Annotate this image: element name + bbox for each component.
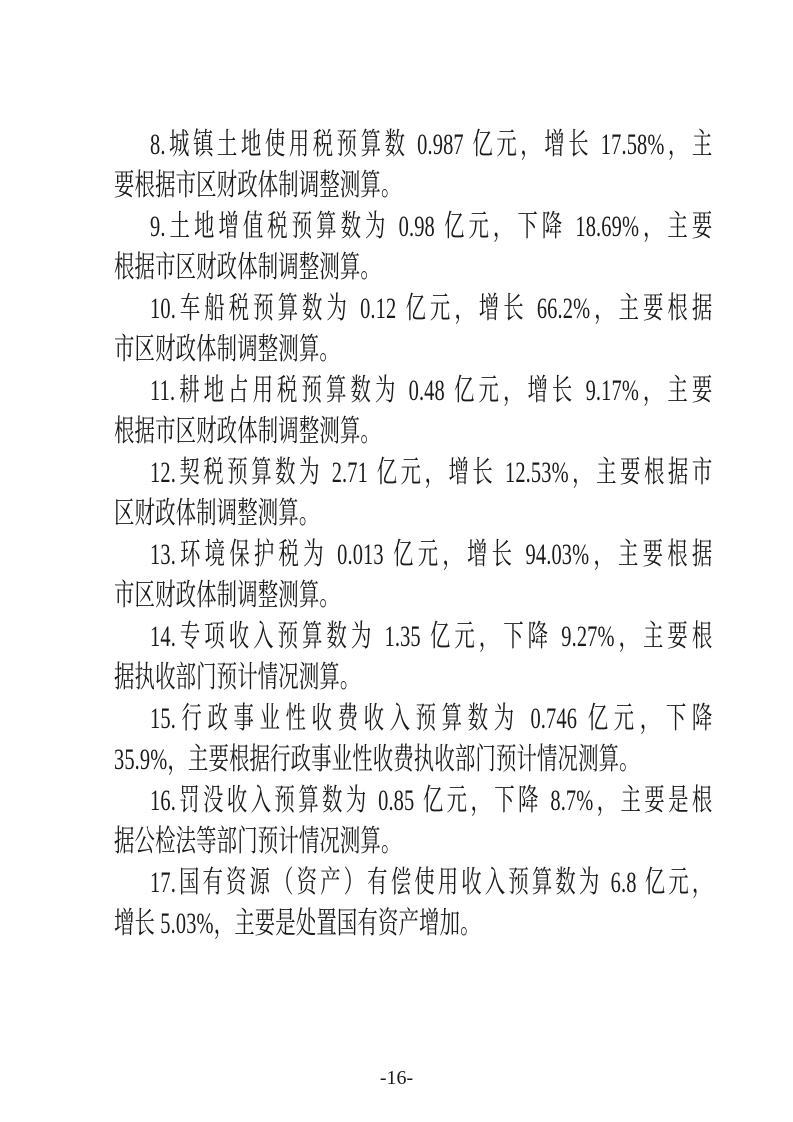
text-line: 10.车船税预算数为 0.12 亿元，增长 66.2%，主要根据 — [150, 292, 713, 325]
text-line: 根据市区财政体制调整测算。 — [114, 415, 381, 448]
text-line: 据执收部门预计情况测算。 — [114, 661, 361, 694]
text-line: 16.罚没收入预算数为 0.85 亿元，下降 8.7%，主要是根 — [150, 784, 713, 817]
text-line: 12.契税预算数为 2.71 亿元，增长 12.53%，主要根据市 — [150, 456, 713, 489]
budget-item-paragraph — [114, 534, 712, 616]
text-line: 市区财政体制调整测算。 — [114, 333, 340, 366]
text-line: 8.城镇土地使用税预算数 0.987 亿元，增长 17.58%，主 — [150, 128, 713, 161]
text-line: 15.行政事业性收费收入预算数为 0.746 亿元，下降 — [150, 702, 713, 735]
text-line: 增长 5.03%，主要是处置国有资产增加。 — [114, 907, 481, 940]
text-line: 9.土地增值税预算数为 0.98 亿元，下降 18.69%，主要 — [150, 210, 713, 243]
text-line: 市区财政体制调整测算。 — [114, 579, 340, 612]
budget-item-paragraph — [114, 288, 712, 370]
text-line: 35.9%，主要根据行政事业性收费执收部门预计情况测算。 — [114, 743, 640, 776]
page-footer — [0, 1066, 793, 1090]
budget-item-paragraph — [114, 616, 712, 698]
text-line: 13.环境保护税为 0.013 亿元，增长 94.03%，主要根据 — [150, 538, 713, 571]
budget-item-paragraph — [114, 124, 712, 206]
text-line: 17.国有资源（资产）有偿使用收入预算数为 6.8 亿元， — [150, 866, 713, 899]
text-line: 区财政体制调整测算。 — [114, 497, 320, 530]
budget-item-paragraph — [114, 206, 712, 288]
budget-item-paragraph — [114, 780, 712, 862]
text-line: 据公检法等部门预计情况测算。 — [114, 825, 402, 858]
budget-item-paragraph — [114, 862, 712, 944]
text-line: 根据市区财政体制调整测算。 — [114, 251, 381, 284]
text-line: 要根据市区财政体制调整测算。 — [114, 169, 402, 202]
budget-item-paragraph — [114, 452, 712, 534]
document-body — [114, 124, 712, 944]
text-line: 14.专项收入预算数为 1.35 亿元，下降 9.27%，主要根 — [150, 620, 713, 653]
budget-item-paragraph — [114, 698, 712, 780]
budget-item-paragraph — [114, 370, 712, 452]
page-number: -16- — [379, 1067, 414, 1089]
text-line: 11.耕地占用税预算数为 0.48 亿元，增长 9.17%，主要 — [150, 374, 713, 407]
